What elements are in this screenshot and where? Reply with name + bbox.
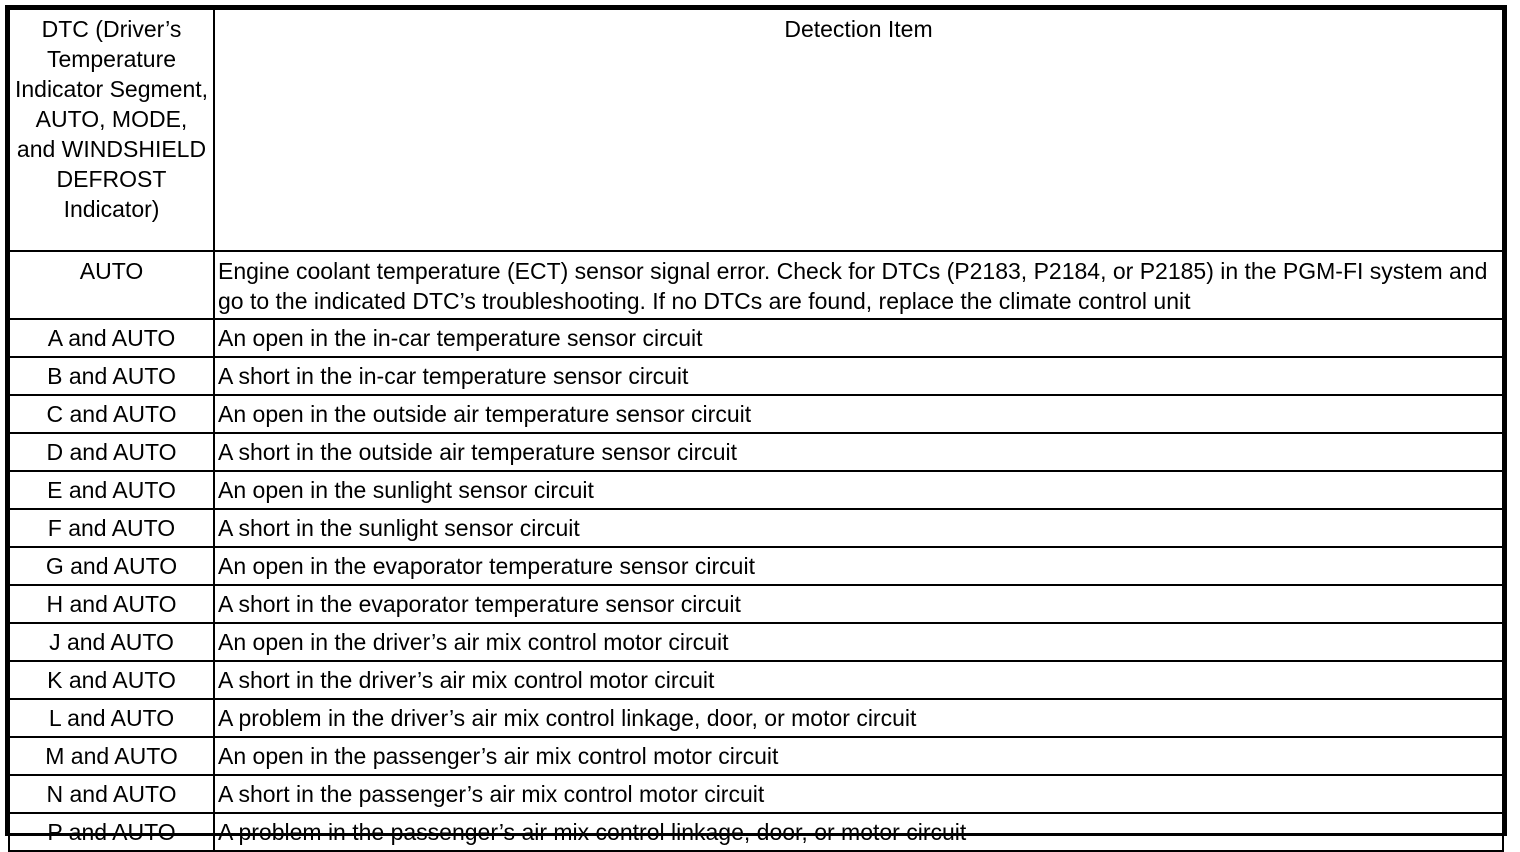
table-header-row [9,9,1503,251]
table-row [9,623,1503,661]
detection-item-cell: An open in the passenger’s air mix control motor circuit [214,737,1503,775]
table-row [9,585,1503,623]
table-row [9,661,1503,699]
dtc-code-cell: C and AUTO [9,395,214,433]
dtc-table [8,8,1504,852]
dtc-code-cell: P and AUTO [9,813,214,851]
detection-item-cell: Engine coolant temperature (ECT) sensor signal error. Check for DTCs (P2183, P2184, or P2185) in the PGM-FI system and go to the indicated DTC’s troubleshooting. If no DTCs are found, replace the climate control unit [214,251,1503,319]
table-row [9,813,1503,851]
table-row [9,737,1503,775]
detection-item-cell: A problem in the passenger’s air mix control linkage, door, or motor circuit [214,813,1503,851]
detection-item-cell: A short in the evaporator temperature sensor circuit [214,585,1503,623]
dtc-code-cell: K and AUTO [9,661,214,699]
dtc-code-cell: B and AUTO [9,357,214,395]
dtc-code-cell: A and AUTO [9,319,214,357]
dtc-code-cell: M and AUTO [9,737,214,775]
header-detection-item: Detection Item [214,9,1503,251]
dtc-table-frame [5,5,1507,845]
table-body [9,251,1503,851]
dtc-code-cell: AUTO [9,251,214,319]
detection-item-cell: A problem in the driver’s air mix control linkage, door, or motor circuit [214,699,1503,737]
detection-item-cell: A short in the outside air temperature sensor circuit [214,433,1503,471]
detection-item-cell: An open in the sunlight sensor circuit [214,471,1503,509]
detection-item-cell: An open in the evaporator temperature sensor circuit [214,547,1503,585]
table-row [9,547,1503,585]
table-row [9,699,1503,737]
detection-item-cell: A short in the driver’s air mix control motor circuit [214,661,1503,699]
table-row [9,251,1503,319]
table-row [9,319,1503,357]
table-row [9,509,1503,547]
dtc-code-cell: D and AUTO [9,433,214,471]
table-row [9,471,1503,509]
dtc-code-cell: E and AUTO [9,471,214,509]
detection-item-cell: An open in the driver’s air mix control motor circuit [214,623,1503,661]
detection-item-cell: A short in the passenger’s air mix control motor circuit [214,775,1503,813]
table-row [9,357,1503,395]
detection-item-cell: A short in the sunlight sensor circuit [214,509,1503,547]
dtc-code-cell: J and AUTO [9,623,214,661]
table-row [9,395,1503,433]
detection-item-cell: An open in the outside air temperature sensor circuit [214,395,1503,433]
header-dtc: DTC (Driver’s Temperature Indicator Segment, AUTO, MODE, and WINDSHIELD DEFROST Indicator) [9,9,214,251]
table-row [9,433,1503,471]
dtc-code-cell: G and AUTO [9,547,214,585]
detection-item-cell: A short in the in-car temperature sensor circuit [214,357,1503,395]
dtc-code-cell: N and AUTO [9,775,214,813]
table-row [9,775,1503,813]
dtc-code-cell: L and AUTO [9,699,214,737]
detection-item-cell: An open in the in-car temperature sensor circuit [214,319,1503,357]
dtc-code-cell: F and AUTO [9,509,214,547]
dtc-code-cell: H and AUTO [9,585,214,623]
